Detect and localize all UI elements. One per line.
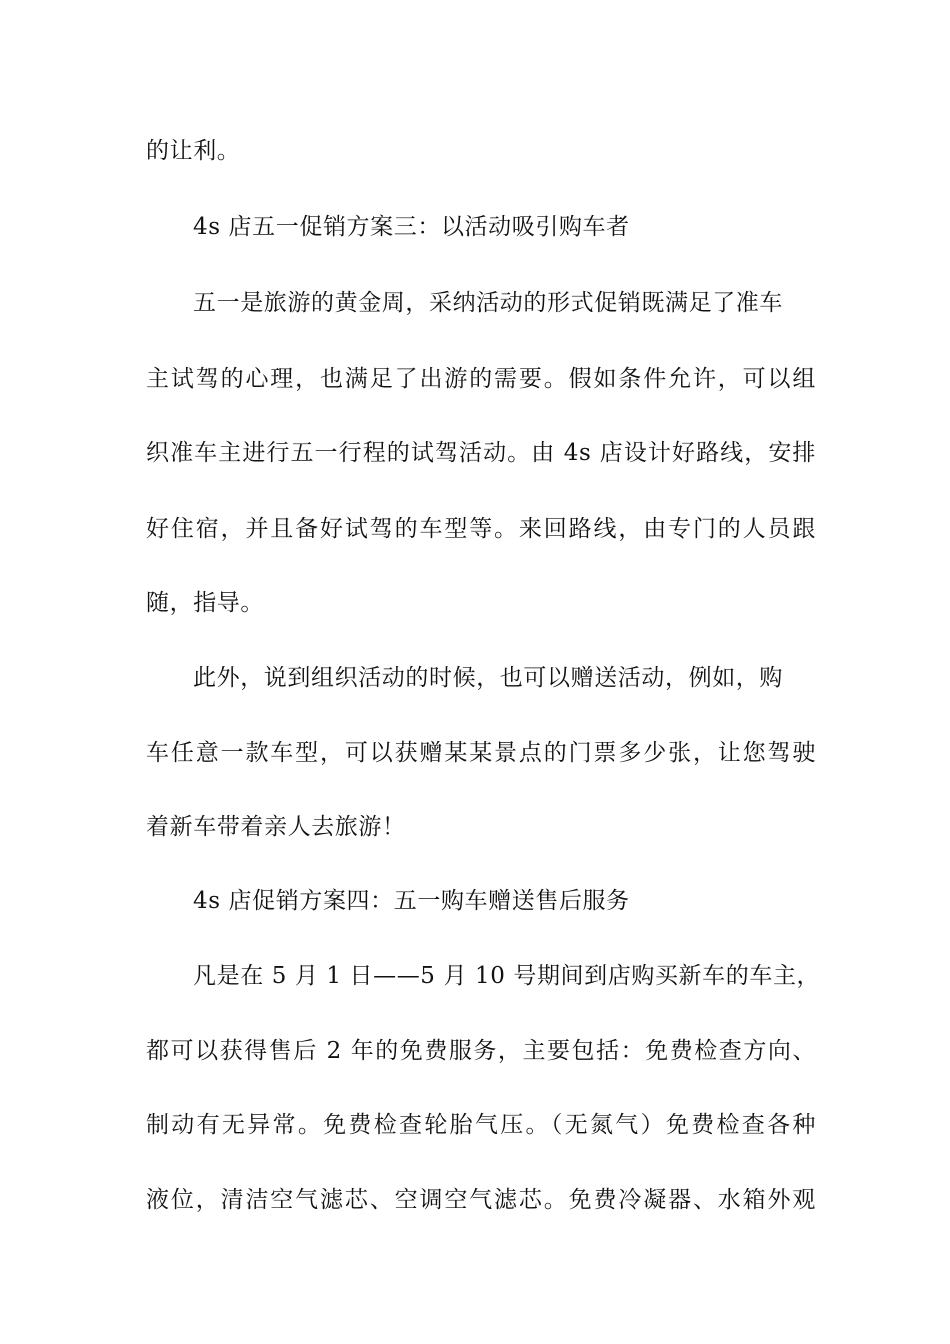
paragraph-line: 的让利。: [146, 138, 241, 164]
paragraph-line: 凡是在 5 月 1 日——5 月 10 号期间到店购买新车的车主，: [193, 963, 821, 989]
paragraph-line: 都可以获得售后 2 年的免费服务，主要包括：免费检查方向、: [146, 1038, 816, 1064]
section-heading-plan-four: 4s 店促销方案四：五一购车赠送售后服务: [193, 888, 630, 914]
paragraph-line: 好住宿，并且备好试驾的车型等。来回路线，由专门的人员跟: [146, 516, 816, 542]
section-heading-plan-three: 4s 店五一促销方案三：以活动吸引购车者: [193, 214, 630, 240]
paragraph-line: 此外，说到组织活动的时候，也可以赠送活动，例如，购: [193, 665, 783, 691]
paragraph-line: 主试驾的心理，也满足了出游的需要。假如条件允许，可以组: [146, 366, 816, 392]
paragraph-line: 制动有无异常。免费检查轮胎气压。（无氮气）免费检查各种: [146, 1112, 816, 1138]
paragraph-line: 车任意一款车型，可以获赠某某景点的门票多少张，让您驾驶: [146, 740, 816, 766]
paragraph-line: 着新车带着亲人去旅游！: [146, 814, 406, 840]
paragraph-line: 液位，清洁空气滤芯、空调空气滤芯。免费冷凝器、水箱外观: [146, 1187, 816, 1213]
paragraph-line: 随，指导。: [146, 590, 264, 616]
paragraph-line: 五一是旅游的黄金周，采纳活动的形式促销既满足了准车: [193, 290, 783, 316]
paragraph-line: 织准车主进行五一行程的试驾活动。由 4s 店设计好路线，安排: [146, 440, 816, 466]
